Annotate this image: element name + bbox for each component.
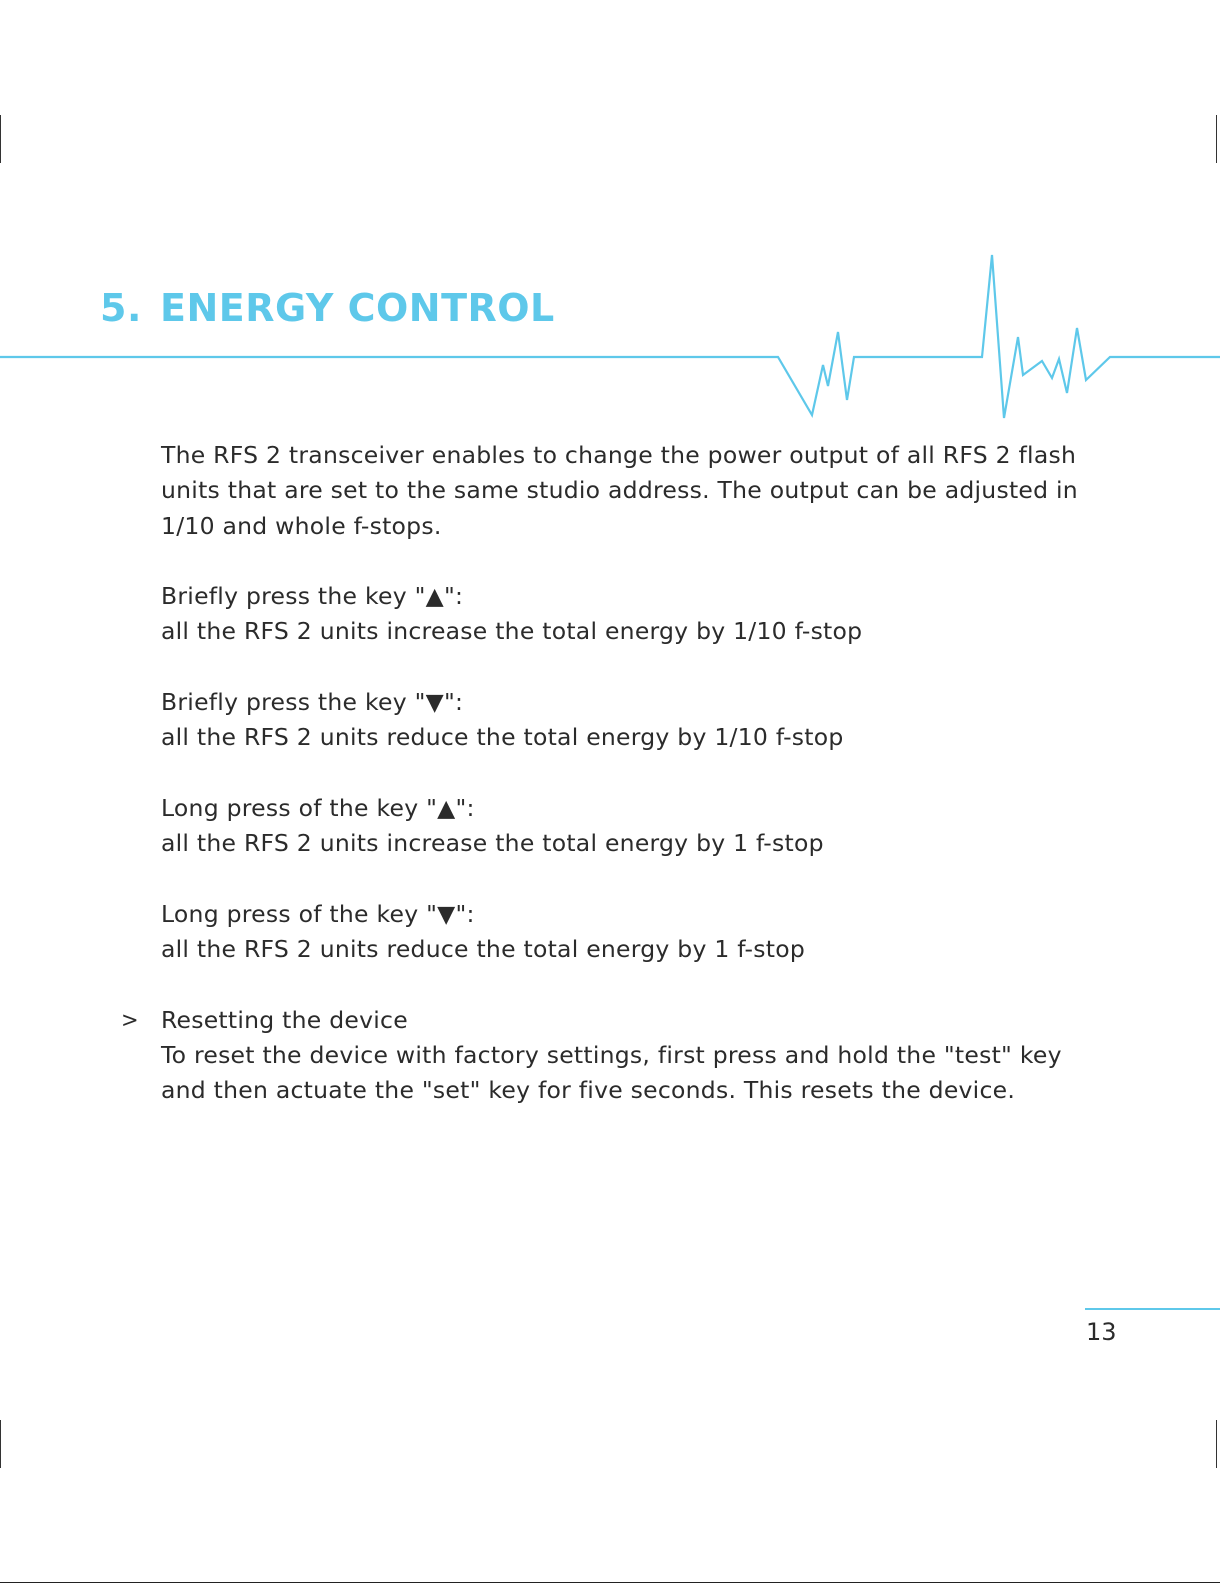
intro-line: units that are set to the same studio address. The output can be adjusted in — [161, 476, 1078, 505]
instruction-action: Briefly press the key "▼": — [161, 688, 464, 717]
section-number: 5. — [100, 286, 142, 330]
instruction-result: all the RFS 2 units increase the total energy by 1/10 f-stop — [161, 617, 863, 646]
instruction-result: all the RFS 2 units reduce the total energy by 1/10 f-stop — [161, 723, 844, 752]
intro-line: The RFS 2 transceiver enables to change the power output of all RFS 2 flash — [161, 441, 1077, 469]
reset-title: Resetting the device — [161, 1005, 408, 1034]
intro-paragraph — [161, 438, 1081, 544]
crop-mark-top-left — [0, 115, 1, 163]
instruction-reduce-small — [161, 685, 1081, 756]
page-number-rule — [1085, 1308, 1220, 1310]
body-content — [121, 438, 1081, 1109]
crop-mark-bottom-right — [1216, 1420, 1217, 1468]
intro-line: 1/10 and whole f-stops. — [161, 511, 442, 540]
crop-mark-bottom-left — [0, 1420, 1, 1468]
instruction-reduce-large — [161, 897, 1081, 968]
instruction-action: Briefly press the key "▲": — [161, 582, 464, 611]
instruction-increase-large — [161, 791, 1081, 862]
section-title: ENERGY CONTROL — [160, 286, 555, 330]
page-number: 13 — [1086, 1318, 1117, 1346]
instruction-result: all the RFS 2 units increase the total energy by 1 f-stop — [161, 829, 824, 858]
reset-line: and then actuate the "set" key for five seconds. This resets the device. — [161, 1076, 1016, 1105]
instruction-result: all the RFS 2 units reduce the total energy by 1 f-stop — [161, 935, 805, 964]
reset-line: To reset the device with factory settings, first press and hold the "test" key — [161, 1041, 1062, 1070]
crop-mark-top-right — [1216, 115, 1217, 163]
reset-section — [121, 1003, 1081, 1109]
instruction-increase-small — [161, 579, 1081, 650]
heartbeat-rule-decoration — [0, 250, 1220, 425]
instruction-action: Long press of the key "▼": — [161, 899, 475, 928]
instruction-action: Long press of the key "▲": — [161, 793, 475, 822]
bullet-marker: > — [121, 1007, 139, 1032]
